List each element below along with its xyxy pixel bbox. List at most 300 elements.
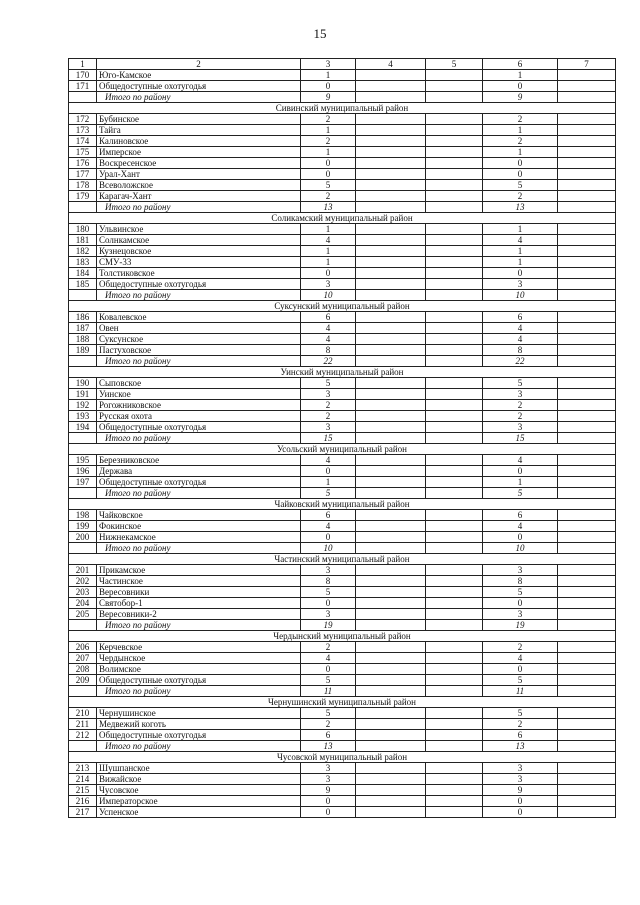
value-col-4: [356, 114, 426, 125]
value-col-3: 10: [301, 543, 356, 554]
value-col-5: [426, 466, 483, 477]
hunting-ground-name: Кузнецовское: [97, 246, 301, 257]
value-col-5: [426, 81, 483, 92]
value-col-3: 3: [301, 565, 356, 576]
value-col-7: [558, 389, 616, 400]
hunting-ground-name: Урал-Хант: [97, 169, 301, 180]
value-col-3: 4: [301, 323, 356, 334]
value-col-5: [426, 532, 483, 543]
value-col-6: 2: [483, 411, 558, 422]
row-number: 199: [69, 521, 97, 532]
hunting-ground-name: Суксунское: [97, 334, 301, 345]
col-header-2: 2: [97, 59, 301, 70]
value-col-4: [356, 169, 426, 180]
value-col-4: [356, 92, 426, 103]
value-col-3: 5: [301, 488, 356, 499]
row-number: 204: [69, 598, 97, 609]
value-col-5: [426, 488, 483, 499]
table-row: [69, 389, 616, 400]
value-col-3: 22: [301, 356, 356, 367]
value-col-4: [356, 576, 426, 587]
value-col-4: [356, 312, 426, 323]
hunting-ground-name: Итого по району: [97, 686, 301, 697]
value-col-3: 11: [301, 686, 356, 697]
district-title: Соликамский муниципальный район: [69, 213, 616, 224]
value-col-4: [356, 807, 426, 818]
value-col-7: [558, 620, 616, 631]
table-row: [69, 532, 616, 543]
value-col-4: [356, 521, 426, 532]
value-col-6: 1: [483, 224, 558, 235]
value-col-6: 0: [483, 796, 558, 807]
value-col-6: 10: [483, 543, 558, 554]
row-number: 181: [69, 235, 97, 246]
table-row: [69, 455, 616, 466]
row-number: 210: [69, 708, 97, 719]
hunting-ground-name: Итого по району: [97, 741, 301, 752]
hunting-ground-name: Вересовники: [97, 587, 301, 598]
row-number: 182: [69, 246, 97, 257]
value-col-5: [426, 191, 483, 202]
row-number: 190: [69, 378, 97, 389]
value-col-7: [558, 81, 616, 92]
value-col-5: [426, 334, 483, 345]
value-col-5: [426, 477, 483, 488]
value-col-4: [356, 510, 426, 521]
row-number: 192: [69, 400, 97, 411]
value-col-5: [426, 642, 483, 653]
district-total-row: [69, 543, 616, 554]
value-col-6: 0: [483, 158, 558, 169]
value-col-6: 1: [483, 125, 558, 136]
value-col-6: 1: [483, 246, 558, 257]
value-col-3: 8: [301, 576, 356, 587]
value-col-5: [426, 543, 483, 554]
value-col-7: [558, 609, 616, 620]
value-col-3: 5: [301, 180, 356, 191]
value-col-3: 4: [301, 653, 356, 664]
value-col-4: [356, 389, 426, 400]
value-col-6: 8: [483, 345, 558, 356]
value-col-6: 5: [483, 675, 558, 686]
value-col-3: 0: [301, 81, 356, 92]
value-col-5: [426, 136, 483, 147]
district-header-row: [69, 367, 616, 378]
value-col-5: [426, 279, 483, 290]
table-row: [69, 785, 616, 796]
value-col-7: [558, 92, 616, 103]
value-col-5: [426, 785, 483, 796]
hunting-ground-name: Березниковское: [97, 455, 301, 466]
value-col-6: 1: [483, 70, 558, 81]
value-col-5: [426, 169, 483, 180]
value-col-4: [356, 664, 426, 675]
table-row: [69, 191, 616, 202]
value-col-3: 13: [301, 741, 356, 752]
row-number: [69, 543, 97, 554]
row-number: 201: [69, 565, 97, 576]
hunting-ground-name: Держава: [97, 466, 301, 477]
value-col-5: [426, 411, 483, 422]
header-row: [69, 59, 616, 70]
value-col-6: 13: [483, 202, 558, 213]
value-col-7: [558, 411, 616, 422]
value-col-4: [356, 609, 426, 620]
value-col-4: [356, 400, 426, 411]
value-col-3: 0: [301, 158, 356, 169]
value-col-6: 4: [483, 653, 558, 664]
value-col-7: [558, 686, 616, 697]
value-col-7: [558, 136, 616, 147]
table-row: [69, 169, 616, 180]
hunting-ground-name: Чердынское: [97, 653, 301, 664]
value-col-4: [356, 466, 426, 477]
value-col-5: [426, 719, 483, 730]
value-col-6: 0: [483, 532, 558, 543]
hunting-ground-name: Чернушинское: [97, 708, 301, 719]
value-col-7: [558, 774, 616, 785]
value-col-6: 11: [483, 686, 558, 697]
table-row: [69, 796, 616, 807]
hunting-ground-name: Волимское: [97, 664, 301, 675]
value-col-3: 3: [301, 279, 356, 290]
row-number: 186: [69, 312, 97, 323]
value-col-5: [426, 114, 483, 125]
value-col-7: [558, 488, 616, 499]
value-col-3: 1: [301, 147, 356, 158]
value-col-5: [426, 125, 483, 136]
hunting-ground-name: Всеволожское: [97, 180, 301, 191]
value-col-3: 0: [301, 807, 356, 818]
col-header-4: 4: [356, 59, 426, 70]
value-col-4: [356, 334, 426, 345]
table-row: [69, 345, 616, 356]
value-col-6: 15: [483, 433, 558, 444]
value-col-4: [356, 565, 426, 576]
value-col-7: [558, 334, 616, 345]
district-header-row: [69, 631, 616, 642]
value-col-5: [426, 763, 483, 774]
col-header-7: 7: [558, 59, 616, 70]
row-number: 205: [69, 609, 97, 620]
hunting-ground-name: Итого по району: [97, 92, 301, 103]
hunting-ground-name: Тайга: [97, 125, 301, 136]
value-col-3: 1: [301, 477, 356, 488]
value-col-5: [426, 796, 483, 807]
table-row: [69, 246, 616, 257]
value-col-3: 2: [301, 642, 356, 653]
value-col-3: 3: [301, 389, 356, 400]
hunting-ground-name: Общедоступные охотугодья: [97, 730, 301, 741]
district-total-row: [69, 488, 616, 499]
hunting-ground-name: Итого по району: [97, 290, 301, 301]
value-col-5: [426, 730, 483, 741]
value-col-3: 2: [301, 114, 356, 125]
quota-table: [68, 58, 616, 818]
hunting-ground-name: Чусовское: [97, 785, 301, 796]
value-col-7: [558, 191, 616, 202]
row-number: 172: [69, 114, 97, 125]
hunting-ground-name: Итого по району: [97, 543, 301, 554]
row-number: 176: [69, 158, 97, 169]
value-col-7: [558, 356, 616, 367]
hunting-ground-name: Чайковское: [97, 510, 301, 521]
hunting-ground-name: Овен: [97, 323, 301, 334]
row-number: 203: [69, 587, 97, 598]
value-col-3: 4: [301, 235, 356, 246]
table-row: [69, 510, 616, 521]
value-col-7: [558, 642, 616, 653]
value-col-3: 3: [301, 609, 356, 620]
value-col-7: [558, 653, 616, 664]
value-col-3: 2: [301, 400, 356, 411]
value-col-3: 2: [301, 136, 356, 147]
value-col-3: 9: [301, 92, 356, 103]
value-col-3: 5: [301, 587, 356, 598]
value-col-6: 2: [483, 136, 558, 147]
row-number: 179: [69, 191, 97, 202]
value-col-4: [356, 125, 426, 136]
value-col-7: [558, 455, 616, 466]
value-col-6: 9: [483, 92, 558, 103]
row-number: 194: [69, 422, 97, 433]
value-col-5: [426, 653, 483, 664]
value-col-4: [356, 477, 426, 488]
value-col-3: 15: [301, 433, 356, 444]
value-col-7: [558, 543, 616, 554]
table-row: [69, 158, 616, 169]
hunting-ground-name: Солнкамское: [97, 235, 301, 246]
value-col-5: [426, 587, 483, 598]
table-row: [69, 147, 616, 158]
value-col-7: [558, 169, 616, 180]
row-number: 207: [69, 653, 97, 664]
table-row: [69, 268, 616, 279]
row-number: 184: [69, 268, 97, 279]
value-col-5: [426, 345, 483, 356]
value-col-4: [356, 411, 426, 422]
value-col-6: 5: [483, 180, 558, 191]
value-col-3: 3: [301, 422, 356, 433]
value-col-4: [356, 378, 426, 389]
table-row: [69, 422, 616, 433]
value-col-3: 6: [301, 312, 356, 323]
district-total-row: [69, 686, 616, 697]
value-col-3: 5: [301, 708, 356, 719]
value-col-4: [356, 675, 426, 686]
value-col-7: [558, 466, 616, 477]
value-col-6: 3: [483, 565, 558, 576]
table-row: [69, 477, 616, 488]
value-col-4: [356, 180, 426, 191]
row-number: 197: [69, 477, 97, 488]
row-number: 215: [69, 785, 97, 796]
table-row: [69, 576, 616, 587]
value-col-7: [558, 785, 616, 796]
value-col-6: 3: [483, 422, 558, 433]
value-col-5: [426, 609, 483, 620]
row-number: 178: [69, 180, 97, 191]
value-col-3: 10: [301, 290, 356, 301]
hunting-ground-name: Итого по району: [97, 488, 301, 499]
hunting-ground-name: Успенское: [97, 807, 301, 818]
value-col-4: [356, 488, 426, 499]
table-row: [69, 235, 616, 246]
table-row: [69, 70, 616, 81]
table-body: [69, 59, 616, 818]
district-header-row: [69, 752, 616, 763]
value-col-6: 2: [483, 191, 558, 202]
row-number: 180: [69, 224, 97, 235]
district-header-row: [69, 301, 616, 312]
value-col-4: [356, 279, 426, 290]
value-col-6: 3: [483, 609, 558, 620]
district-total-row: [69, 356, 616, 367]
value-col-6: 0: [483, 81, 558, 92]
value-col-5: [426, 455, 483, 466]
value-col-7: [558, 565, 616, 576]
hunting-ground-name: Калиновское: [97, 136, 301, 147]
table-row: [69, 521, 616, 532]
value-col-6: 2: [483, 400, 558, 411]
value-col-6: 5: [483, 587, 558, 598]
hunting-ground-name: Шушпанское: [97, 763, 301, 774]
hunting-ground-name: Вересовники-2: [97, 609, 301, 620]
value-col-3: 4: [301, 455, 356, 466]
value-col-6: 0: [483, 664, 558, 675]
value-col-3: 2: [301, 719, 356, 730]
value-col-6: 19: [483, 620, 558, 631]
value-col-4: [356, 290, 426, 301]
value-col-4: [356, 719, 426, 730]
value-col-7: [558, 741, 616, 752]
row-number: 212: [69, 730, 97, 741]
row-number: [69, 92, 97, 103]
hunting-ground-name: Прикамское: [97, 565, 301, 576]
value-col-4: [356, 235, 426, 246]
value-col-3: 8: [301, 345, 356, 356]
row-number: [69, 433, 97, 444]
row-number: 213: [69, 763, 97, 774]
table-row: [69, 279, 616, 290]
value-col-6: 0: [483, 807, 558, 818]
value-col-7: [558, 202, 616, 213]
value-col-4: [356, 356, 426, 367]
district-header-row: [69, 103, 616, 114]
value-col-5: [426, 433, 483, 444]
district-title: Сивинский муниципальный район: [69, 103, 616, 114]
value-col-4: [356, 257, 426, 268]
table-row: [69, 598, 616, 609]
hunting-ground-name: Керчевское: [97, 642, 301, 653]
value-col-6: 8: [483, 576, 558, 587]
row-number: [69, 488, 97, 499]
value-col-7: [558, 257, 616, 268]
hunting-ground-name: Медвежий коготь: [97, 719, 301, 730]
value-col-6: 13: [483, 741, 558, 752]
table-row: [69, 180, 616, 191]
table-row: [69, 400, 616, 411]
value-col-7: [558, 290, 616, 301]
table-row: [69, 609, 616, 620]
value-col-3: 6: [301, 510, 356, 521]
hunting-ground-name: Общедоступные охотугодья: [97, 477, 301, 488]
hunting-ground-name: Итого по району: [97, 433, 301, 444]
value-col-5: [426, 400, 483, 411]
col-header-5: 5: [426, 59, 483, 70]
value-col-7: [558, 279, 616, 290]
hunting-ground-name: Нижнекамское: [97, 532, 301, 543]
value-col-4: [356, 620, 426, 631]
value-col-4: [356, 796, 426, 807]
district-header-row: [69, 213, 616, 224]
value-col-6: 6: [483, 730, 558, 741]
table-row: [69, 653, 616, 664]
row-number: 177: [69, 169, 97, 180]
value-col-4: [356, 774, 426, 785]
hunting-ground-name: Итого по району: [97, 202, 301, 213]
value-col-7: [558, 477, 616, 488]
value-col-7: [558, 510, 616, 521]
hunting-ground-name: Уинское: [97, 389, 301, 400]
value-col-7: [558, 422, 616, 433]
value-col-4: [356, 455, 426, 466]
value-col-3: 5: [301, 378, 356, 389]
district-title: Частинский муниципальный район: [69, 554, 616, 565]
value-col-4: [356, 598, 426, 609]
value-col-5: [426, 323, 483, 334]
value-col-5: [426, 147, 483, 158]
row-number: [69, 290, 97, 301]
table-row: [69, 136, 616, 147]
value-col-5: [426, 521, 483, 532]
value-col-5: [426, 158, 483, 169]
table-row: [69, 81, 616, 92]
value-col-6: 4: [483, 455, 558, 466]
hunting-ground-name: Рогожниковское: [97, 400, 301, 411]
table-row: [69, 763, 616, 774]
value-col-5: [426, 257, 483, 268]
value-col-3: 0: [301, 664, 356, 675]
district-total-row: [69, 433, 616, 444]
value-col-5: [426, 708, 483, 719]
value-col-4: [356, 323, 426, 334]
value-col-6: 2: [483, 642, 558, 653]
value-col-7: [558, 125, 616, 136]
table-row: [69, 378, 616, 389]
value-col-5: [426, 741, 483, 752]
value-col-4: [356, 730, 426, 741]
district-header-row: [69, 554, 616, 565]
table-row: [69, 708, 616, 719]
district-title: Суксунский муниципальный район: [69, 301, 616, 312]
value-col-7: [558, 70, 616, 81]
value-col-6: 4: [483, 521, 558, 532]
row-number: 217: [69, 807, 97, 818]
value-col-5: [426, 774, 483, 785]
value-col-4: [356, 686, 426, 697]
district-title: Чусовской муниципальный район: [69, 752, 616, 763]
value-col-7: [558, 664, 616, 675]
district-total-row: [69, 92, 616, 103]
hunting-ground-name: Воскресенское: [97, 158, 301, 169]
value-col-5: [426, 290, 483, 301]
value-col-3: 1: [301, 224, 356, 235]
hunting-ground-name: Общедоступные охотугодья: [97, 279, 301, 290]
value-col-4: [356, 785, 426, 796]
value-col-3: 1: [301, 125, 356, 136]
value-col-4: [356, 708, 426, 719]
